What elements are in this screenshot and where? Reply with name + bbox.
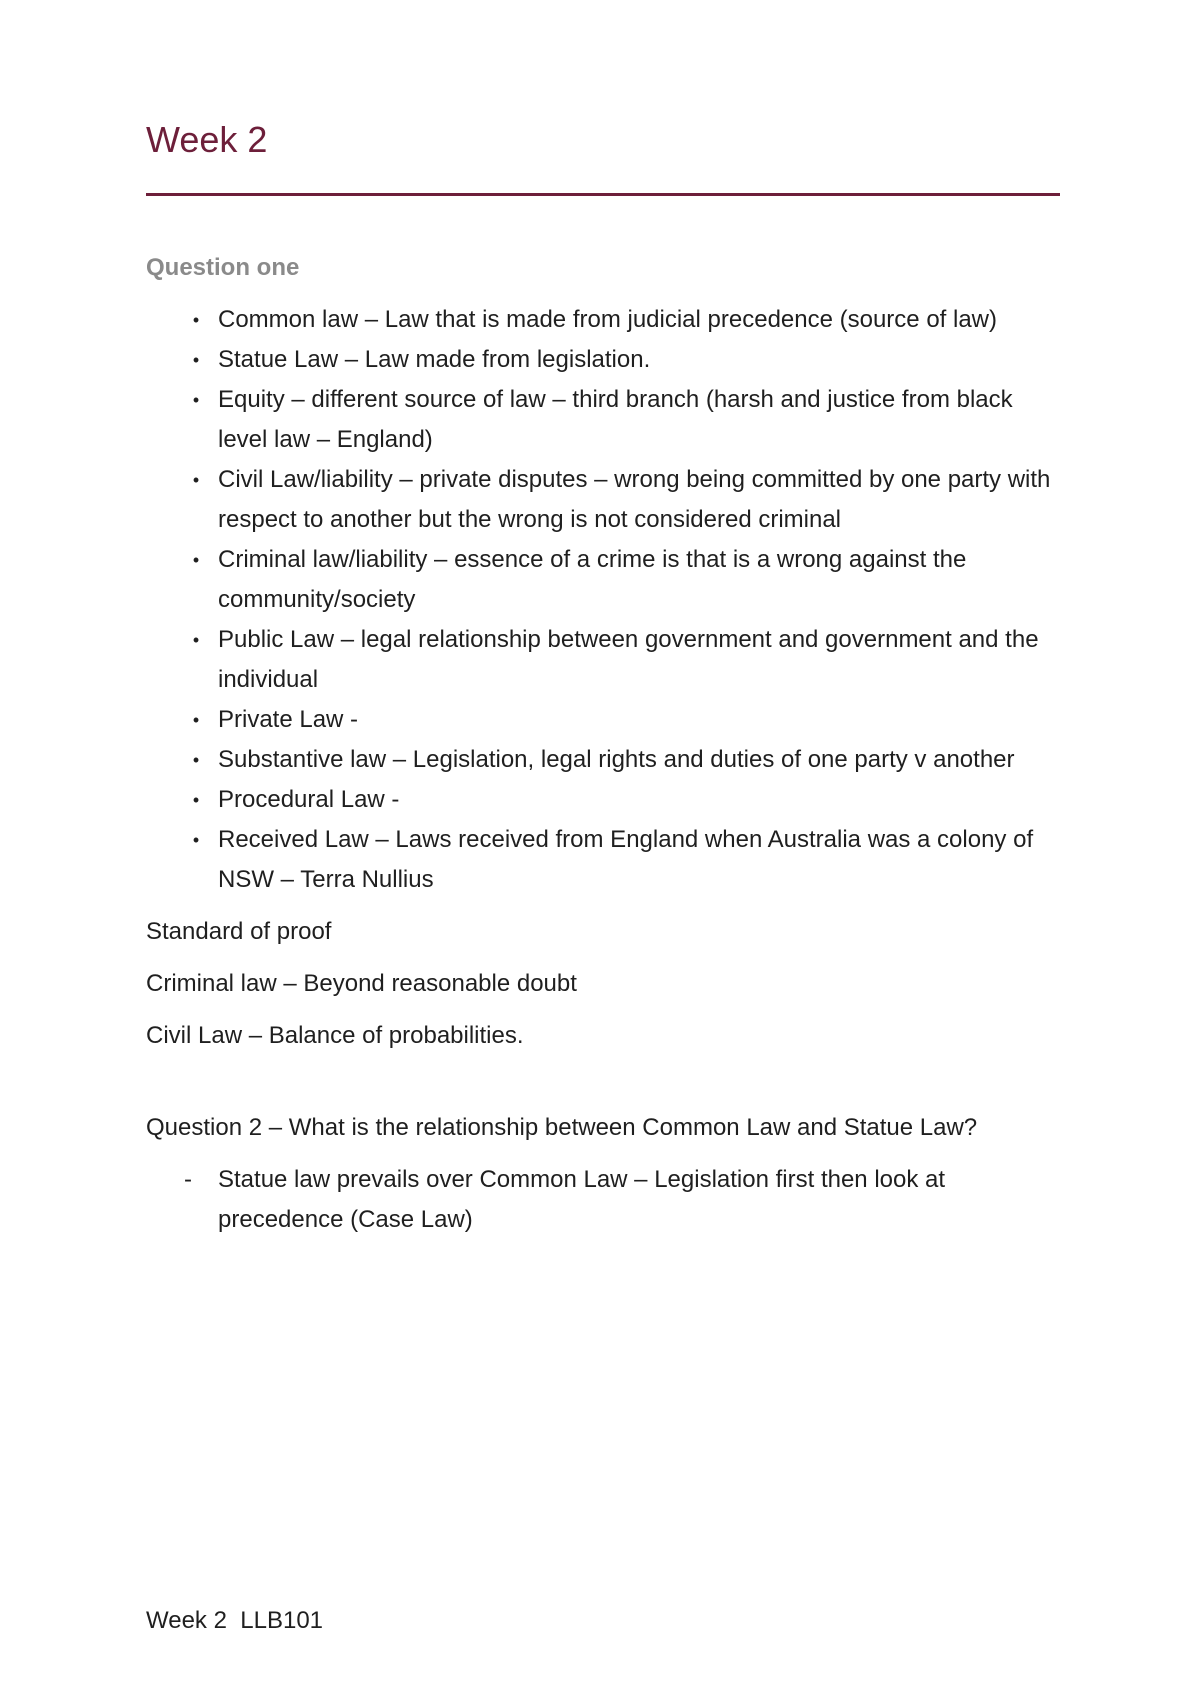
bullet-icon: • [192,310,200,330]
list-item-text: Received Law – Laws received from England when Australia was a colony of NSW – Terra Nullius [218,826,1034,893]
list-item [146,780,1060,820]
dash-icon: - [184,1166,192,1193]
list-item-text: Civil Law/liability – private disputes – wrong being committed by one party with respect to another but the wrong is not considered criminal [218,466,1051,533]
bullet-icon: • [192,630,200,650]
list-item [146,340,1060,380]
list-item-text: Procedural Law - [218,786,400,813]
list-item [146,380,1060,460]
bullet-icon: • [192,470,200,490]
list-item [146,460,1060,540]
question-two-answers [146,1160,1060,1240]
list-item [146,620,1060,700]
list-item-text: Statue Law – Law made from legislation. [218,346,651,373]
bullet-icon: • [192,710,200,730]
list-item [146,820,1060,900]
definitions-list [146,300,1060,900]
question-two-heading: Question 2 – What is the relationship between Common Law and Statue Law? [146,1114,978,1141]
bullet-icon: • [192,350,200,370]
bullet-icon: • [192,830,200,850]
document-body [146,248,1060,1240]
standard-of-proof-heading: Standard of proof [146,918,332,945]
list-item-text: Criminal law/liability – essence of a crime is that is a wrong against the community/society [218,546,967,613]
civil-law-proof: Civil Law – Balance of probabilities. [146,1022,524,1049]
criminal-law-proof: Criminal law – Beyond reasonable doubt [146,970,577,997]
bullet-icon: • [192,750,200,770]
list-item [146,540,1060,620]
list-item-text: Substantive law – Legislation, legal rights and duties of one party v another [218,746,1015,773]
question-one-heading: Question one [146,254,300,281]
list-item-text: Equity – different source of law – third branch (harsh and justice from black level law – England) [218,386,1013,453]
list-item [146,740,1060,780]
bullet-icon: • [192,550,200,570]
list-item-text: Public Law – legal relationship between government and government and the individual [218,626,1039,693]
list-item-text: Private Law - [218,706,359,733]
bullet-icon: • [192,790,200,810]
list-item-text: Statue law prevails over Common Law – Legislation first then look at precedence (Case Law) [218,1166,946,1233]
document-page [146,0,1060,1698]
page-footer: Week 2 LLB101 [146,1607,324,1634]
title-divider [146,193,1060,196]
list-item-text: Common law – Law that is made from judicial precedence (source of law) [218,306,998,333]
page-title: Week 2 [146,119,268,160]
list-item [146,1160,1060,1240]
bullet-icon: • [192,390,200,410]
spacer [146,1056,1060,1096]
list-item [146,300,1060,340]
list-item [146,700,1060,740]
